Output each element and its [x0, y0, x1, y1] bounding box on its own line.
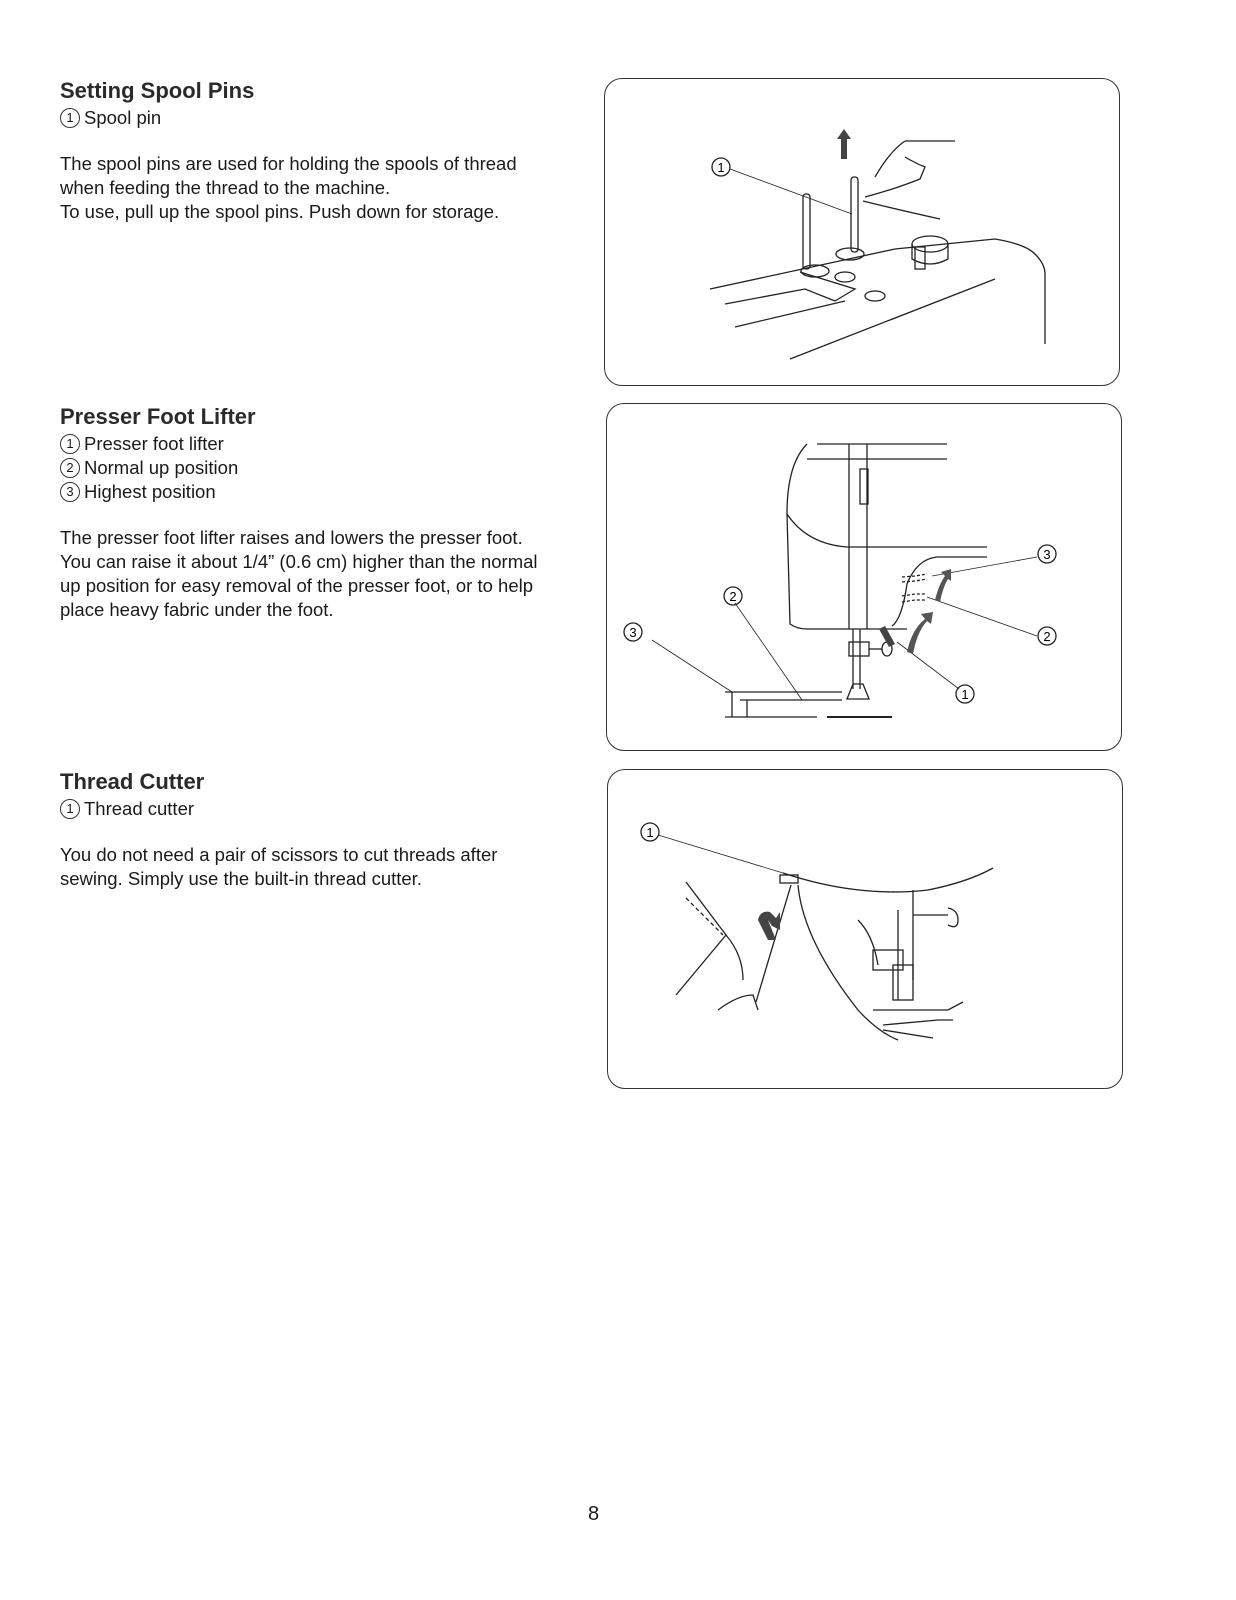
spool-pins-illustration — [605, 79, 1119, 385]
callout-number: 2 — [1043, 629, 1051, 644]
legend-item — [60, 432, 580, 456]
page-number: 8 — [588, 1503, 600, 1525]
body-line: The spool pins are used for holding the spools of thread — [60, 153, 517, 174]
curved-arrow-icon — [758, 912, 780, 940]
legend-label: Normal up position — [84, 457, 239, 478]
body-line: You do not need a pair of scissors to cut threads after — [60, 844, 498, 865]
callout-number: 1 — [60, 799, 80, 819]
section-presser-foot-lifter — [60, 404, 580, 622]
up-arrow-icon — [837, 129, 851, 159]
body-line: up position for easy removal of the presser foot, or to help — [60, 575, 534, 596]
body-line: To use, pull up the spool pins. Push down for storage. — [60, 201, 500, 222]
section-title: Thread Cutter — [60, 769, 205, 794]
callout-number: 1 — [961, 687, 969, 702]
section-title: Presser Foot Lifter — [60, 404, 256, 429]
section-body — [60, 526, 580, 622]
callout-number: 3 — [60, 482, 80, 502]
body-line: place heavy fabric under the foot. — [60, 599, 334, 620]
presser-foot-illustration — [607, 404, 1121, 750]
legend-label: Thread cutter — [84, 798, 195, 819]
figure-presser-foot-lifter — [606, 403, 1122, 751]
legend-item — [60, 106, 580, 130]
legend-item — [60, 797, 580, 821]
section-body — [60, 843, 580, 891]
callout-number: 1 — [717, 160, 725, 175]
figure-spool-pins — [604, 78, 1120, 386]
body-line: You can raise it about 1/4” (0.6 cm) higher than the normal — [60, 551, 538, 572]
legend-item — [60, 480, 580, 504]
figure-thread-cutter — [607, 769, 1123, 1089]
legend-item — [60, 456, 580, 480]
legend-label: Highest position — [84, 481, 216, 502]
curved-up-arrow-icon — [935, 569, 951, 602]
callout-number: 1 — [60, 108, 80, 128]
legend-label: Presser foot lifter — [84, 433, 224, 454]
callout-number: 3 — [629, 625, 637, 640]
section-thread-cutter — [60, 769, 580, 891]
callout-number: 1 — [60, 434, 80, 454]
section-title: Setting Spool Pins — [60, 78, 255, 103]
legend-label: Spool pin — [84, 107, 162, 128]
section-body — [60, 152, 580, 224]
section-setting-spool-pins — [60, 78, 580, 224]
callout-number: 1 — [646, 825, 654, 840]
callout-number: 3 — [1043, 547, 1051, 562]
curved-up-arrow-icon — [907, 612, 933, 654]
callout-number: 2 — [60, 458, 80, 478]
body-line: sewing. Simply use the built-in thread cutter. — [60, 868, 422, 889]
body-line: The presser foot lifter raises and lowers the presser foot. — [60, 527, 523, 548]
body-line: when feeding the thread to the machine. — [60, 177, 391, 198]
callout-number: 2 — [729, 589, 737, 604]
thread-cutter-illustration — [608, 770, 1122, 1088]
